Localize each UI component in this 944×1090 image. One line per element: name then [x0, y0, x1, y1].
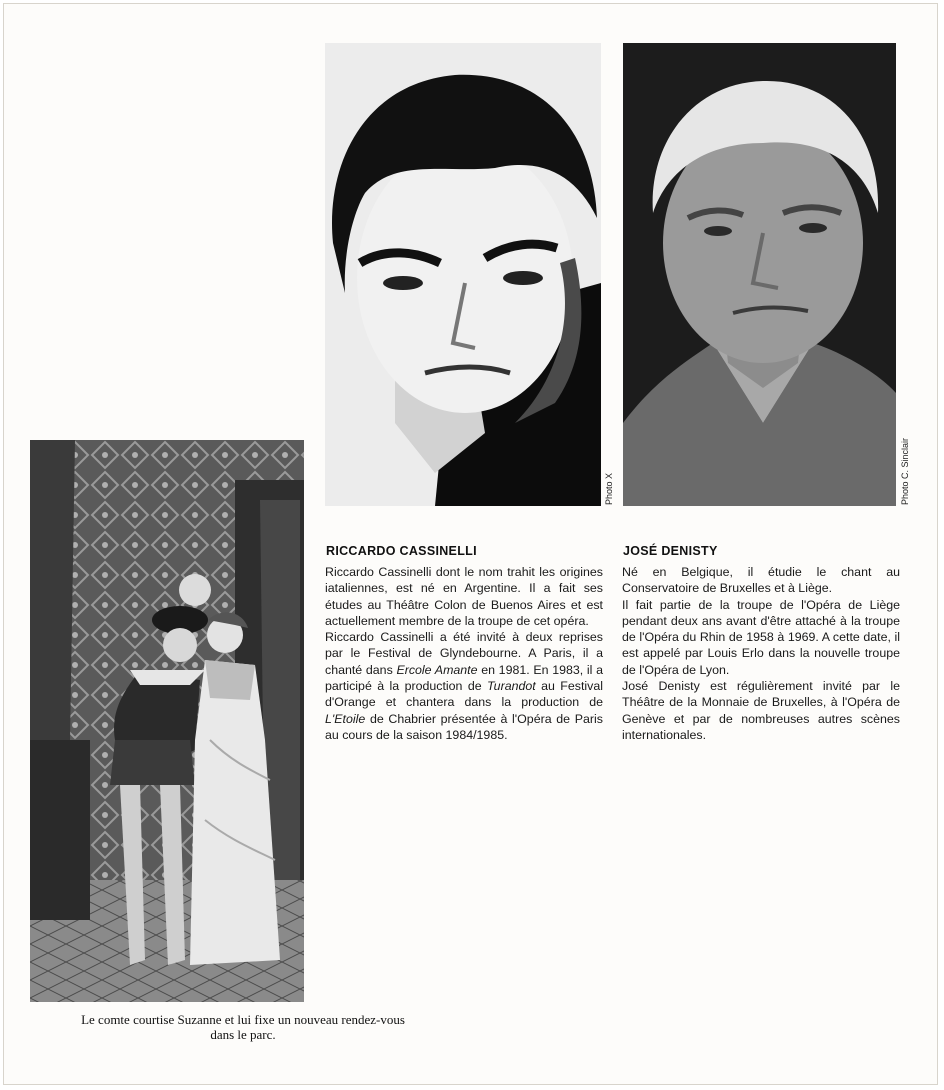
- denisty-biography: [622, 564, 900, 743]
- photo-credit-sinclair: Photo C. Sinclair: [900, 437, 910, 505]
- cassinelli-portrait-drawing: [325, 43, 601, 506]
- opera-title-ercole-amante: Ercole Amante: [396, 662, 478, 677]
- denisty-portrait-photo: [623, 43, 896, 506]
- cassinelli-portrait-photo: [325, 43, 601, 506]
- cassinelli-biography: [325, 564, 603, 743]
- engraving-drawing: [30, 440, 304, 1002]
- photo-credit-x: Photo X: [604, 472, 614, 505]
- denisty-name-heading: JOSÉ DENISTY: [623, 544, 718, 558]
- opera-title-turandot: Turandot: [487, 679, 536, 694]
- denisty-portrait-drawing: [623, 43, 896, 506]
- opera-title-letoile: L'Etoile: [325, 711, 366, 726]
- engraving-caption: [25, 1012, 461, 1042]
- text-run: Riccardo Cassinelli a été invité à deux reprises par le Festival de Glyndebourne. A Paris, il a chanté dans: [325, 630, 603, 677]
- denisty-bio-paragraph-1: Né en Belgique, il étudie le chant au Conservatoire de Bruxelles et à Liège.: [622, 565, 900, 596]
- cassinelli-bio-paragraph-1: Riccardo Cassinelli dont le nom trahit les origines iataliennes, est né en Argentine. Il a fait ses études au Théâtre Colon de Buenos Aires et est actuellement membre de la troupe de cet opéra.: [325, 565, 603, 628]
- caption-line-2: dans le parc.: [210, 1027, 276, 1042]
- cassinelli-name-heading: RICCARDO CASSINELLI: [326, 544, 477, 558]
- caption-line-1: Le comte courtise Suzanne et lui fixe un nouveau rendez-vous: [81, 1012, 405, 1027]
- engraving-illustration: [30, 440, 304, 1002]
- denisty-bio-paragraph-2: Il fait partie de la troupe de l'Opéra de Liège pendant deux ans avant d'être attaché à la troupe de l'Opéra du Rhin de 1958 à 1969. A cette date, il est appelé par Louis Erlo dans la nouvelle troupe de l'Opéra de Lyon.: [622, 597, 900, 677]
- text-run: de Chabrier présentée à l'Opéra de Paris au cours de la saison 1984/1985.: [325, 711, 603, 742]
- cassinelli-bio-paragraph-2: [325, 629, 603, 743]
- text-run: en 1981. En 1983, il a participé à la production de: [325, 662, 603, 694]
- text-run: au Festival d'Orange et chantera dans la production de: [325, 679, 603, 710]
- denisty-bio-paragraph-3: José Denisty est régulièrement invité par le Théâtre de la Monnaie de Bruxelles, à l'Opéra de Genève et par de nombreuses autres scènes internationales.: [622, 679, 900, 742]
